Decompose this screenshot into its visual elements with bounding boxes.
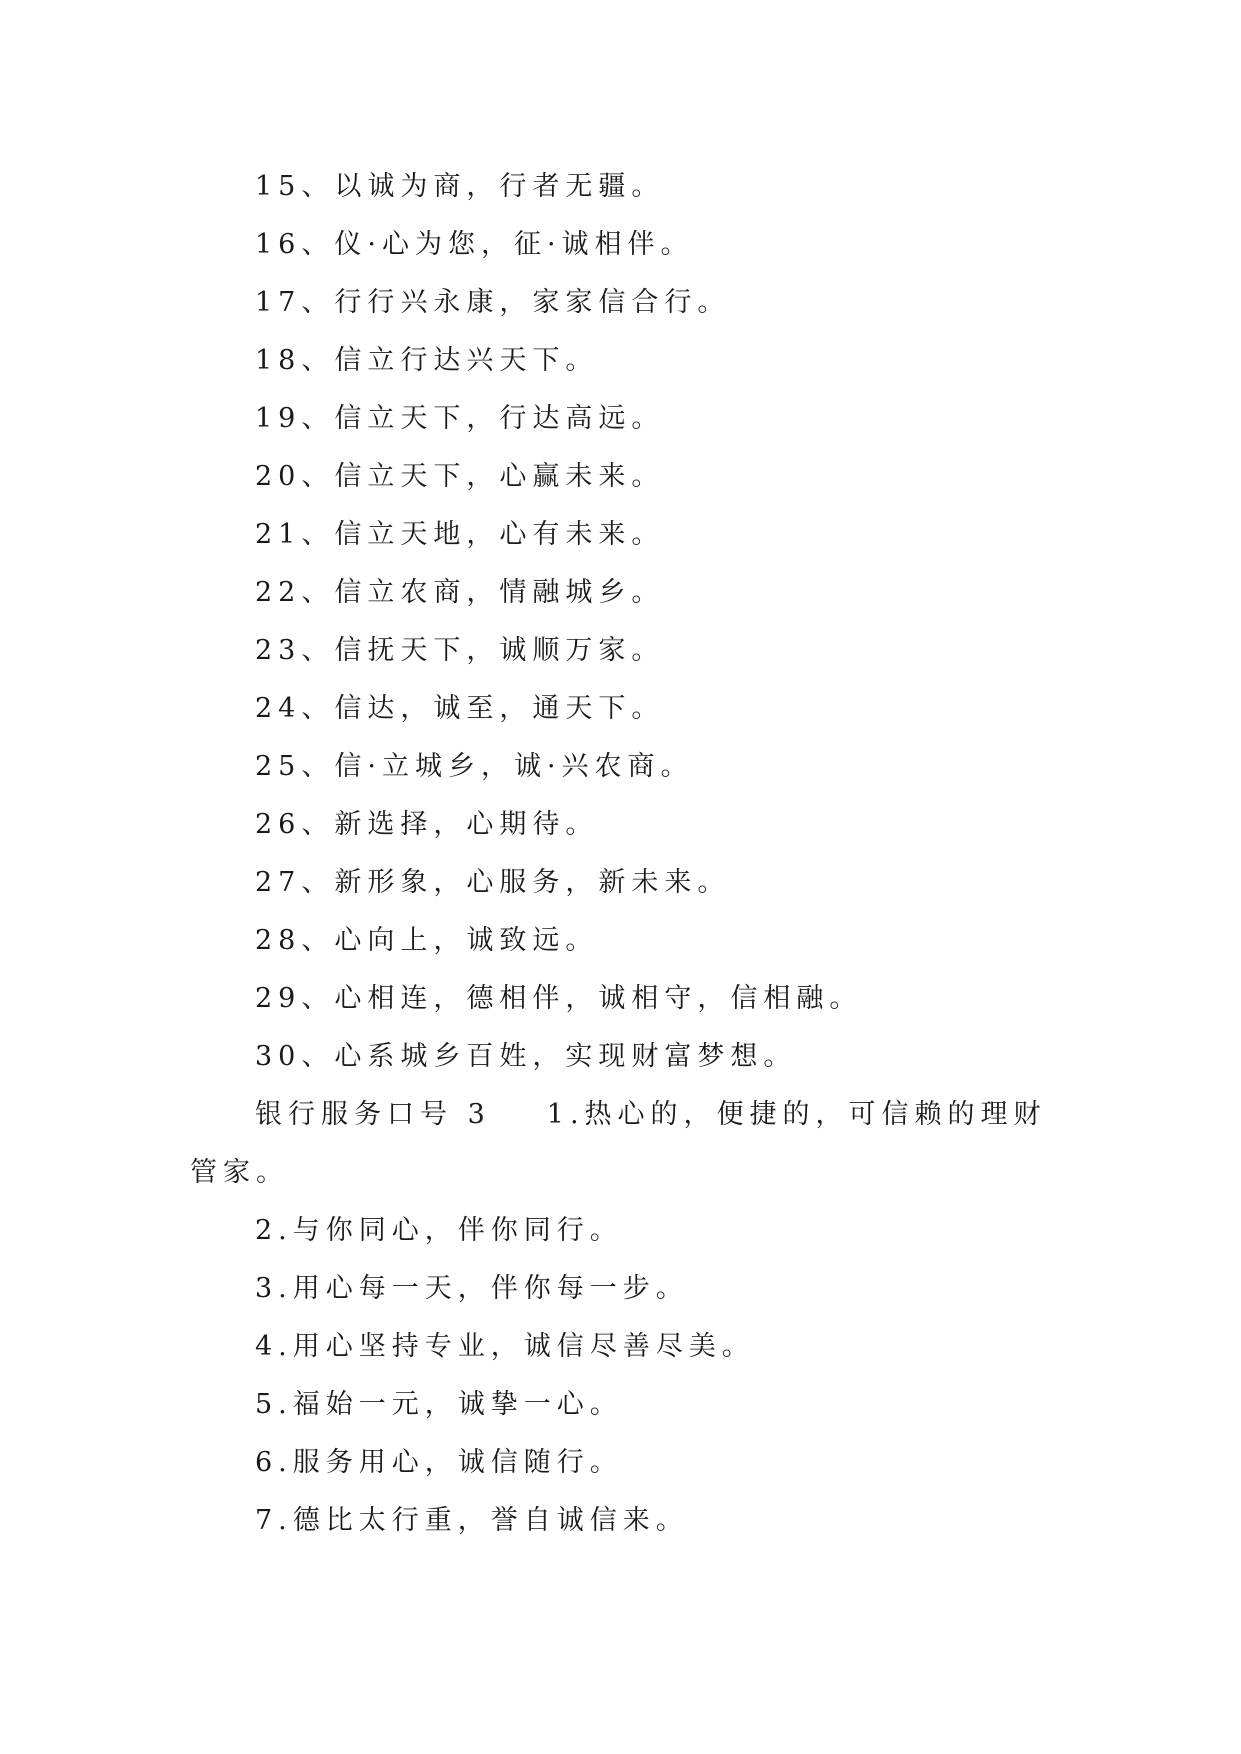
slogan-line: 22、信立农商，情融城乡。 — [255, 577, 665, 608]
slogan-line: 5.福始一元，诚挚一心。 — [255, 1389, 623, 1420]
first-item-text: 1.热心的，便捷的，可信赖的理财 — [546, 1099, 1047, 1130]
slogan-line: 4.用心坚持专业，诚信尽善尽美。 — [255, 1331, 755, 1362]
section-heading-line — [190, 1086, 1070, 1144]
slogan-line: 23、信抚天下，诚顺万家。 — [255, 635, 665, 666]
slogan-line: 6.服务用心，诚信随行。 — [255, 1447, 623, 1478]
slogan-line: 29、心相连，德相伴，诚相守，信相融。 — [255, 983, 863, 1014]
slogan-line: 2.与你同心，伴你同行。 — [255, 1215, 623, 1246]
slogan-line: 24、信达，诚至，通天下。 — [255, 693, 665, 724]
slogan-line: 18、信立行达兴天下。 — [255, 345, 599, 376]
document-body — [190, 158, 1070, 1550]
slogan-line: 3.用心每一天，伴你每一步。 — [255, 1273, 689, 1304]
slogan-line: 27、新形象，心服务，新未来。 — [255, 867, 731, 898]
slogan-line: 16、仪·心为您，征·诚相伴。 — [255, 229, 694, 260]
slogan-line: 21、信立天地，心有未来。 — [255, 519, 665, 550]
slogan-line: 30、心系城乡百姓，实现财富梦想。 — [255, 1041, 797, 1072]
slogan-line: 17、行行兴永康，家家信合行。 — [255, 287, 731, 318]
slogan-line: 25、信·立城乡，诚·兴农商。 — [255, 751, 694, 782]
first-item-continuation: 管家。 — [190, 1157, 289, 1188]
slogan-line: 20、信立天下，心赢未来。 — [255, 461, 665, 492]
slogan-line: 7.德比太行重，誉自诚信来。 — [255, 1505, 689, 1536]
slogan-line: 15、以诚为商，行者无疆。 — [255, 171, 665, 202]
slogan-line: 26、新选择，心期待。 — [255, 809, 599, 840]
slogan-line: 28、心向上，诚致远。 — [255, 925, 599, 956]
slogan-line: 19、信立天下，行达高远。 — [255, 403, 665, 434]
section-heading: 银行服务口号 3 — [255, 1099, 491, 1130]
